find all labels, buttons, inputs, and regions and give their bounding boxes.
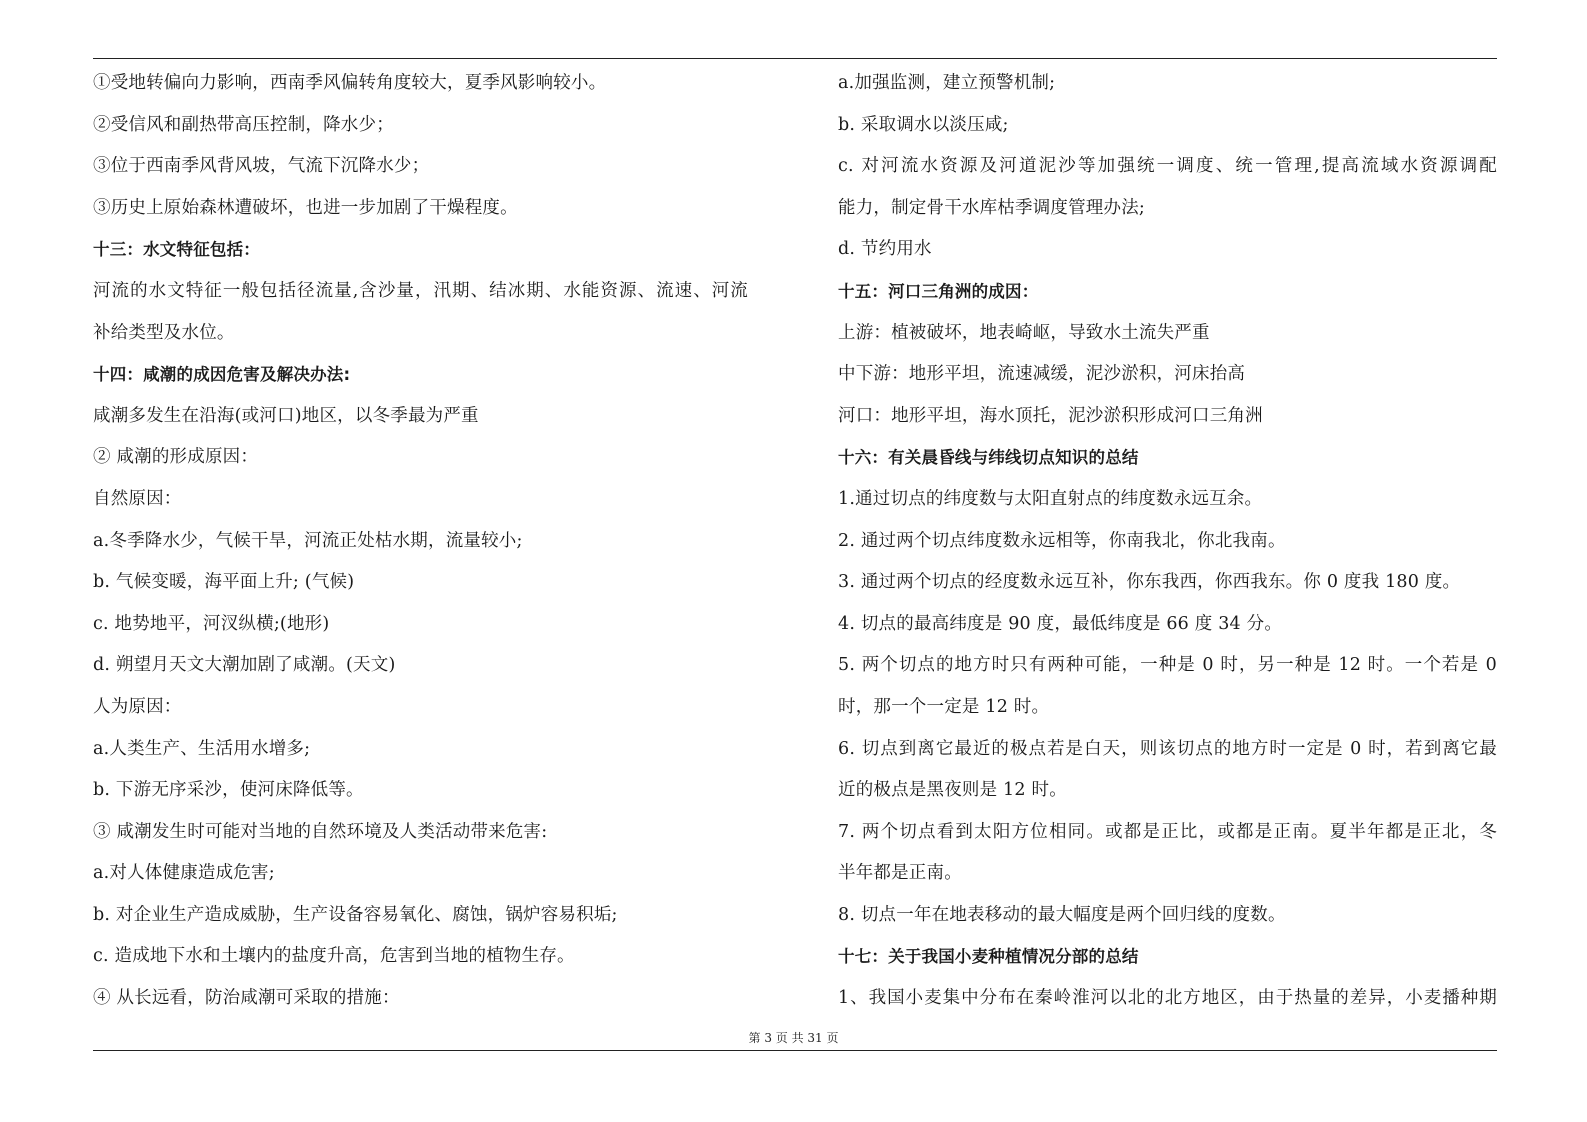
section-heading: 十六：有关晨昏线与纬线切点知识的总结 [838,448,1139,468]
text-line: 能力，制定骨干水库枯季调度管理办法; [838,197,1145,218]
text-line: 近的极点是黑夜则是 12 时。 [838,780,1067,801]
text-line: a.冬季降水少，气候干旱，河流正处枯水期，流量较小; [93,530,523,551]
text-line: b. 气候变暖，海平面上升; (气候) [93,572,355,593]
text-line: 7. 两个切点看到太阳方位相同。或都是正比，或都是正南。夏半年都是正北，冬 [838,821,1497,842]
section-heading: 十五：河口三角洲的成因： [838,281,1039,301]
text-line: 自然原因： [93,488,182,509]
text-line: 4. 切点的最高纬度是 90 度，最低纬度是 66 度 34 分。 [838,613,1283,634]
header-rule [93,58,1497,59]
text-line: 上游：植被破坏，地表崎岖，导致水土流失严重 [838,322,1210,343]
text-line: 补给类型及水位。 [93,322,235,343]
text-line: 1.通过切点的纬度数与太阳直射点的纬度数永远互余。 [838,488,1263,509]
section-heading: 十三：水文特征包括： [93,240,260,260]
text-line: b. 采取调水以淡压咸; [838,114,1009,135]
section-heading: 十四：咸潮的成因危害及解决办法: [93,365,351,385]
section-heading: 十七：关于我国小麦种植情况分部的总结 [838,947,1139,967]
text-line: a.人类生产、生活用水增多; [93,738,311,759]
right-column [838,63,1497,1020]
text-line: ①受地转偏向力影响，西南季风偏转角度较大，夏季风影响较小。 [93,73,607,93]
text-line: 中下游：地形平坦，流速减缓，泥沙淤积，河床抬高 [838,364,1246,385]
text-line: 咸潮多发生在沿海(或河口)地区，以冬季最为严重 [93,405,479,426]
text-line: 河口：地形平坦，海水顶托，泥沙淤积形成河口三角洲 [838,405,1263,426]
text-line: 人为原因： [93,696,182,717]
text-line: a.对人体健康造成危害; [93,863,275,884]
text-line: d. 朔望月天文大潮加剧了咸潮。(天文) [93,655,396,676]
footer-rule [93,1050,1497,1051]
text-line: ③ 咸潮发生时可能对当地的自然环境及人类活动带来危害: [93,821,548,842]
text-line: ④ 从长远看，防治咸潮可采取的措施： [93,988,400,1009]
text-line: b. 对企业生产造成威胁，生产设备容易氧化、腐蚀，锅炉容易积垢; [93,904,618,925]
text-line: c. 对河流水资源及河道泥沙等加强统一调度、统一管理,提高流域水资源调配 [838,156,1497,177]
text-line: 8. 切点一年在地表移动的最大幅度是两个回归线的度数。 [838,904,1286,925]
text-line: 3. 通过两个切点的经度数永远互补，你东我西，你西我东。你 0 度我 180 度。 [838,572,1461,593]
text-line: 5. 两个切点的地方时只有两种可能，一种是 0 时，另一种是 12 时。一个若是 0 [838,655,1497,676]
text-line: 2. 通过两个切点纬度数永远相等，你南我北，你北我南。 [838,530,1286,551]
text-line: 河流的水文特征一般包括径流量,含沙量，汛期、结冰期、水能资源、流速、河流 [93,280,748,301]
text-line: d. 节约用水 [838,239,932,260]
text-line: ③位于西南季风背风坡，气流下沉降水少； [93,156,430,177]
text-line: 6. 切点到离它最近的极点若是白天，则该切点的地方时一定是 0 时，若到离它最 [838,738,1497,759]
text-line: 时，那一个一定是 12 时。 [838,696,1050,717]
text-line: ②受信风和副热带高压控制，降水少； [93,114,394,135]
text-line: c. 地势地平，河汊纵横;(地形) [93,613,330,634]
left-column [93,63,748,1020]
text-line: c. 造成地下水和土壤内的盐度升高，危害到当地的植物生存。 [93,946,575,967]
text-line: ③历史上原始森林遭破坏，也进一步加剧了干燥程度。 [93,197,518,218]
text-line: 半年都是正南。 [838,863,962,884]
text-line: b. 下游无序采沙，使河床降低等。 [93,780,364,801]
text-line: 1、我国小麦集中分布在秦岭淮河以北的北方地区，由于热量的差异，小麦播种期 [838,988,1497,1009]
text-line: a.加强监测，建立预警机制; [838,73,1056,93]
text-line: ② 咸潮的形成原因： [93,447,259,468]
page-number: 第 3 页 共 31 页 [748,1031,839,1045]
